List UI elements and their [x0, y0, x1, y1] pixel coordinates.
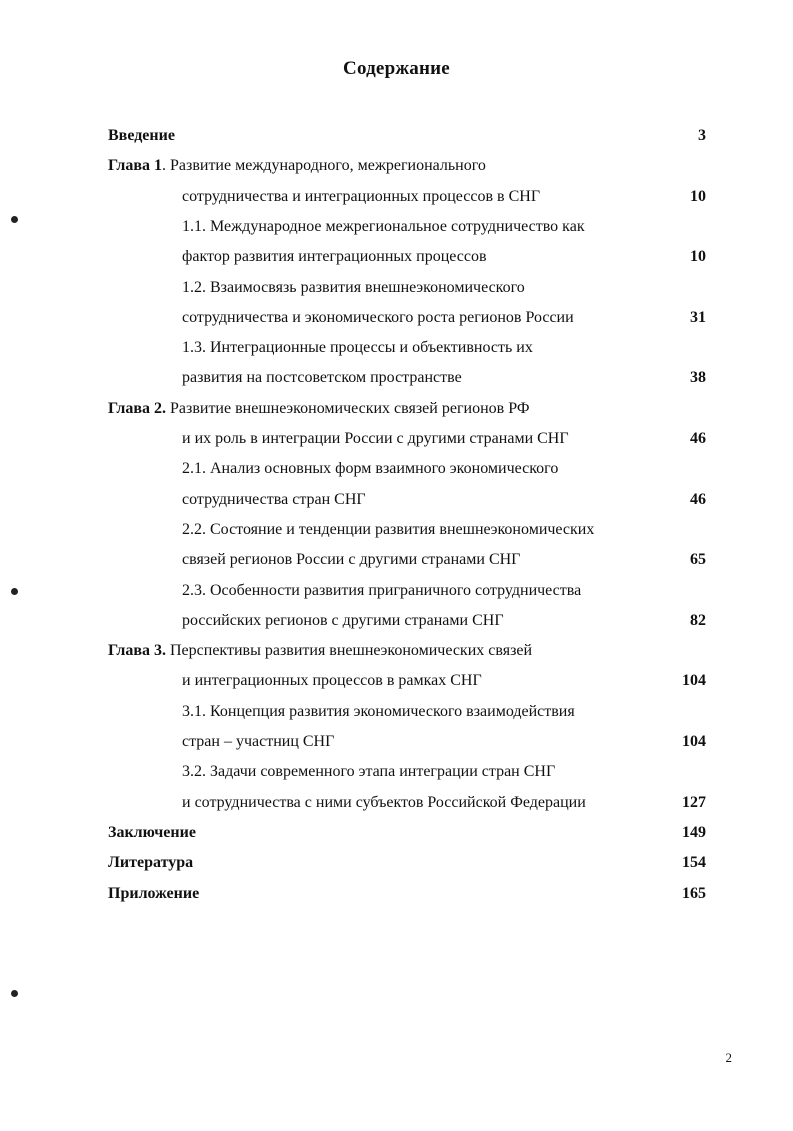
- toc-page-number: 65: [690, 551, 706, 568]
- toc-entry-text: [108, 398, 529, 420]
- toc-line: [0, 822, 793, 844]
- toc-line: [0, 580, 793, 602]
- toc-page-number: 10: [690, 248, 706, 265]
- toc-entry-text: фактор развития интеграционных процессов: [182, 248, 487, 265]
- toc-page-number: 104: [682, 733, 706, 750]
- toc-line: [0, 640, 793, 662]
- toc-line: [0, 125, 793, 147]
- toc-page-number: 165: [682, 885, 706, 902]
- toc-line: [0, 428, 793, 450]
- toc-line: [0, 701, 793, 723]
- toc-line: [0, 458, 793, 480]
- toc-page-number: 149: [682, 824, 706, 841]
- toc-entry-text: 2.3. Особенности развития приграничного сотрудничества: [182, 582, 582, 599]
- toc-entry-text: 2.2. Состояние и тенденции развития внешнеэкономических: [182, 521, 595, 538]
- toc-line: [0, 549, 793, 571]
- toc-entry-text: стран – участниц СНГ: [182, 733, 335, 750]
- toc-line: [0, 792, 793, 814]
- toc-line: [0, 246, 793, 268]
- toc-entry-text: сотрудничества и экономического роста регионов России: [182, 309, 574, 326]
- toc-page-number: 127: [682, 794, 706, 811]
- toc-page-number: 46: [690, 491, 706, 508]
- toc-line: [0, 307, 793, 329]
- chapter-title: Перспективы развития внешнеэкономических связей: [166, 642, 533, 659]
- toc-entry-text: сотрудничества стран СНГ: [182, 491, 366, 508]
- toc-line: [0, 216, 793, 238]
- toc-entry-text: развития на постсоветском пространстве: [182, 369, 462, 386]
- toc-page-number: 104: [682, 672, 706, 689]
- toc-entry-text: и интеграционных процессов в рамках СНГ: [182, 672, 482, 689]
- toc-line: [0, 337, 793, 359]
- toc-line: [0, 489, 793, 511]
- chapter-label: Глава 3.: [108, 642, 166, 659]
- toc-page-number: 10: [690, 188, 706, 205]
- toc-entry-text: 3.1. Концепция развития экономического взаимодействия: [182, 703, 575, 720]
- toc-entry-text: [108, 640, 532, 662]
- toc-entry-text: Приложение: [108, 885, 200, 902]
- chapter-label: Глава 1: [108, 157, 162, 174]
- toc-line: [0, 731, 793, 753]
- toc-entry-text: связей регионов России с другими странами СНГ: [182, 551, 521, 568]
- scan-mark: [11, 990, 18, 997]
- toc-entry-text: и сотрудничества с ними субъектов Российской Федерации: [182, 794, 586, 811]
- chapter-title: . Развитие международного, межрегионального: [162, 157, 486, 174]
- toc-line: [0, 852, 793, 874]
- toc-page-number: 38: [690, 369, 706, 386]
- toc-line: [0, 155, 793, 177]
- toc-entry-text: российских регионов с другими странами СНГ: [182, 612, 504, 629]
- scan-mark: [11, 588, 18, 595]
- toc-line: [0, 883, 793, 905]
- toc-entry-text: 1.3. Интеграционные процессы и объективность их: [182, 339, 533, 356]
- toc-page-number: 154: [682, 854, 706, 871]
- toc-entry-text: Литература: [108, 854, 194, 871]
- toc-line: [0, 519, 793, 541]
- toc-line: [0, 670, 793, 692]
- toc-entry-text: 3.2. Задачи современного этапа интеграции стран СНГ: [182, 763, 556, 780]
- toc-entry-text: [108, 155, 486, 177]
- toc-entry-text: Заключение: [108, 824, 196, 841]
- toc-line: [0, 761, 793, 783]
- page-title: Содержание: [343, 58, 450, 79]
- toc-entry-text: сотрудничества и интеграционных процессов в СНГ: [182, 188, 541, 205]
- chapter-label: Глава 2.: [108, 400, 166, 417]
- toc-line: [0, 610, 793, 632]
- toc-page-number: 46: [690, 430, 706, 447]
- toc-entry-text: 1.1. Международное межрегиональное сотрудничество как: [182, 218, 585, 235]
- toc-page-number: 3: [698, 127, 706, 144]
- chapter-title: Развитие внешнеэкономических связей регионов РФ: [166, 400, 530, 417]
- toc-line: [0, 277, 793, 299]
- toc-line: [0, 398, 793, 420]
- scan-mark: [11, 216, 18, 223]
- page-number: 2: [725, 1050, 732, 1065]
- toc-entry-text: 1.2. Взаимосвязь развития внешнеэкономического: [182, 279, 525, 296]
- toc-page-number: 82: [690, 612, 706, 629]
- toc-entry-text: и их роль в интеграции России с другими странами СНГ: [182, 430, 569, 447]
- toc-entry-text: Введение: [108, 127, 175, 144]
- toc-line: [0, 186, 793, 208]
- toc-entry-text: 2.1. Анализ основных форм взаимного экономического: [182, 460, 559, 477]
- toc-page-number: 31: [690, 309, 706, 326]
- toc-line: [0, 367, 793, 389]
